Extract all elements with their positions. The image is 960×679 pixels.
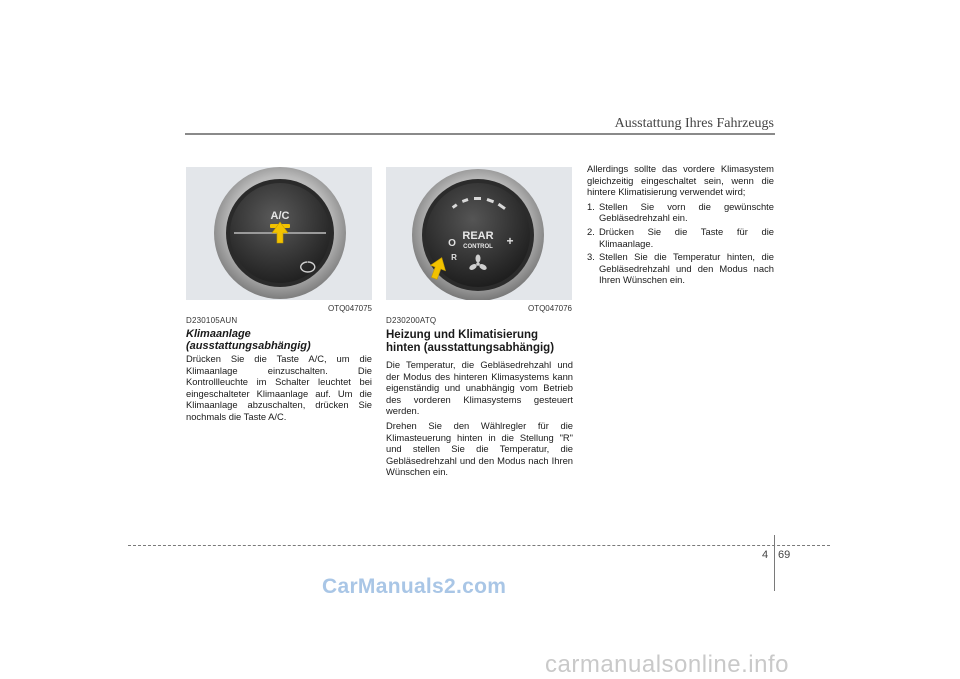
section-code: D230200ATQ	[386, 316, 437, 325]
steps-list	[587, 201, 774, 286]
list-item	[587, 226, 774, 249]
list-item	[587, 201, 774, 224]
rear-control-figure	[386, 167, 572, 300]
body-paragraph: Drücken Sie die Taste A/C, um die Klimaanlage einzuschalten. Die Kontrollleuchte im Schalter leuchtet bei eingeschalteter Klimaanlage auf. Um die Klimaanlage abzuschalten, drücken Sie nochmals die Taste A/C.	[186, 353, 372, 422]
body-paragraph: Allerdings sollte das vordere Klimasystem gleichzeitig eingeschaltet sein, wenn die hintere Klimatisierung verwendet wird;	[587, 163, 774, 198]
ac-knob-illustration	[186, 167, 372, 300]
figure-label: OTQ047075	[327, 304, 372, 313]
body-paragraph: Drehen Sie den Wählregler für die Klimasteuerung hinten in die Stellung "R" und stellen Sie die Temperatur, die Gebläsedrehzahl und den Modus nach Ihren Wünschen ein.	[386, 419, 573, 478]
right-column-text	[587, 163, 774, 288]
ac-button-figure	[186, 167, 372, 300]
section-code: D230105AUN	[186, 316, 238, 325]
section-heading-line-1: Heizung und Klimatisierung	[386, 329, 539, 341]
step-text: Stellen Sie vorn die gewünschte Gebläsedrehzahl ein.	[599, 200, 774, 224]
step-text: Stellen Sie die Temperatur hinten, die Gebläsedrehzahl und den Modus nach Ihren Wünschen ein.	[599, 251, 774, 286]
step-number: 3.	[587, 251, 595, 263]
list-item	[587, 251, 774, 286]
rear-position-label: R	[451, 253, 457, 262]
rear-control-knob-illustration	[386, 167, 572, 300]
running-header-title: Ausstattung Ihres Fahrzeugs	[614, 116, 774, 131]
section-heading-line-2: hinten (ausstattungsabhängig)	[386, 342, 555, 354]
control-label: CONTROL	[463, 244, 493, 250]
chapter-number: 4	[762, 549, 769, 561]
site-logo[interactable]: CarManuals2.com	[322, 575, 507, 598]
figure-label: OTQ047076	[527, 304, 572, 313]
ac-label: A/C	[270, 210, 290, 222]
header-rule	[185, 133, 775, 135]
section-subtitle: Klimaanlage (ausstattungsabhängig)	[186, 328, 311, 352]
step-number: 1.	[587, 200, 595, 212]
middle-column-text	[386, 316, 573, 478]
increase-label: +	[506, 234, 514, 248]
page-number: 69	[778, 549, 791, 561]
step-text: Drücken Sie die Taste für die Klimaanlage.	[599, 225, 774, 249]
rear-label: REAR	[462, 230, 494, 242]
step-number: 2.	[587, 225, 595, 237]
left-column-text	[186, 316, 372, 423]
body-paragraph: Die Temperatur, die Gebläsedrehzahl und der Modus des hinteren Klimasystems kann eigenständig und unabhängig vom Betrieb des vorderen Klimasystems gesteuert werden.	[386, 359, 573, 417]
off-position-label: O	[448, 238, 456, 249]
watermark: carmanualsonline.info	[545, 651, 789, 678]
footer-dashed-rule	[128, 545, 830, 546]
page-number-divider	[774, 535, 775, 591]
